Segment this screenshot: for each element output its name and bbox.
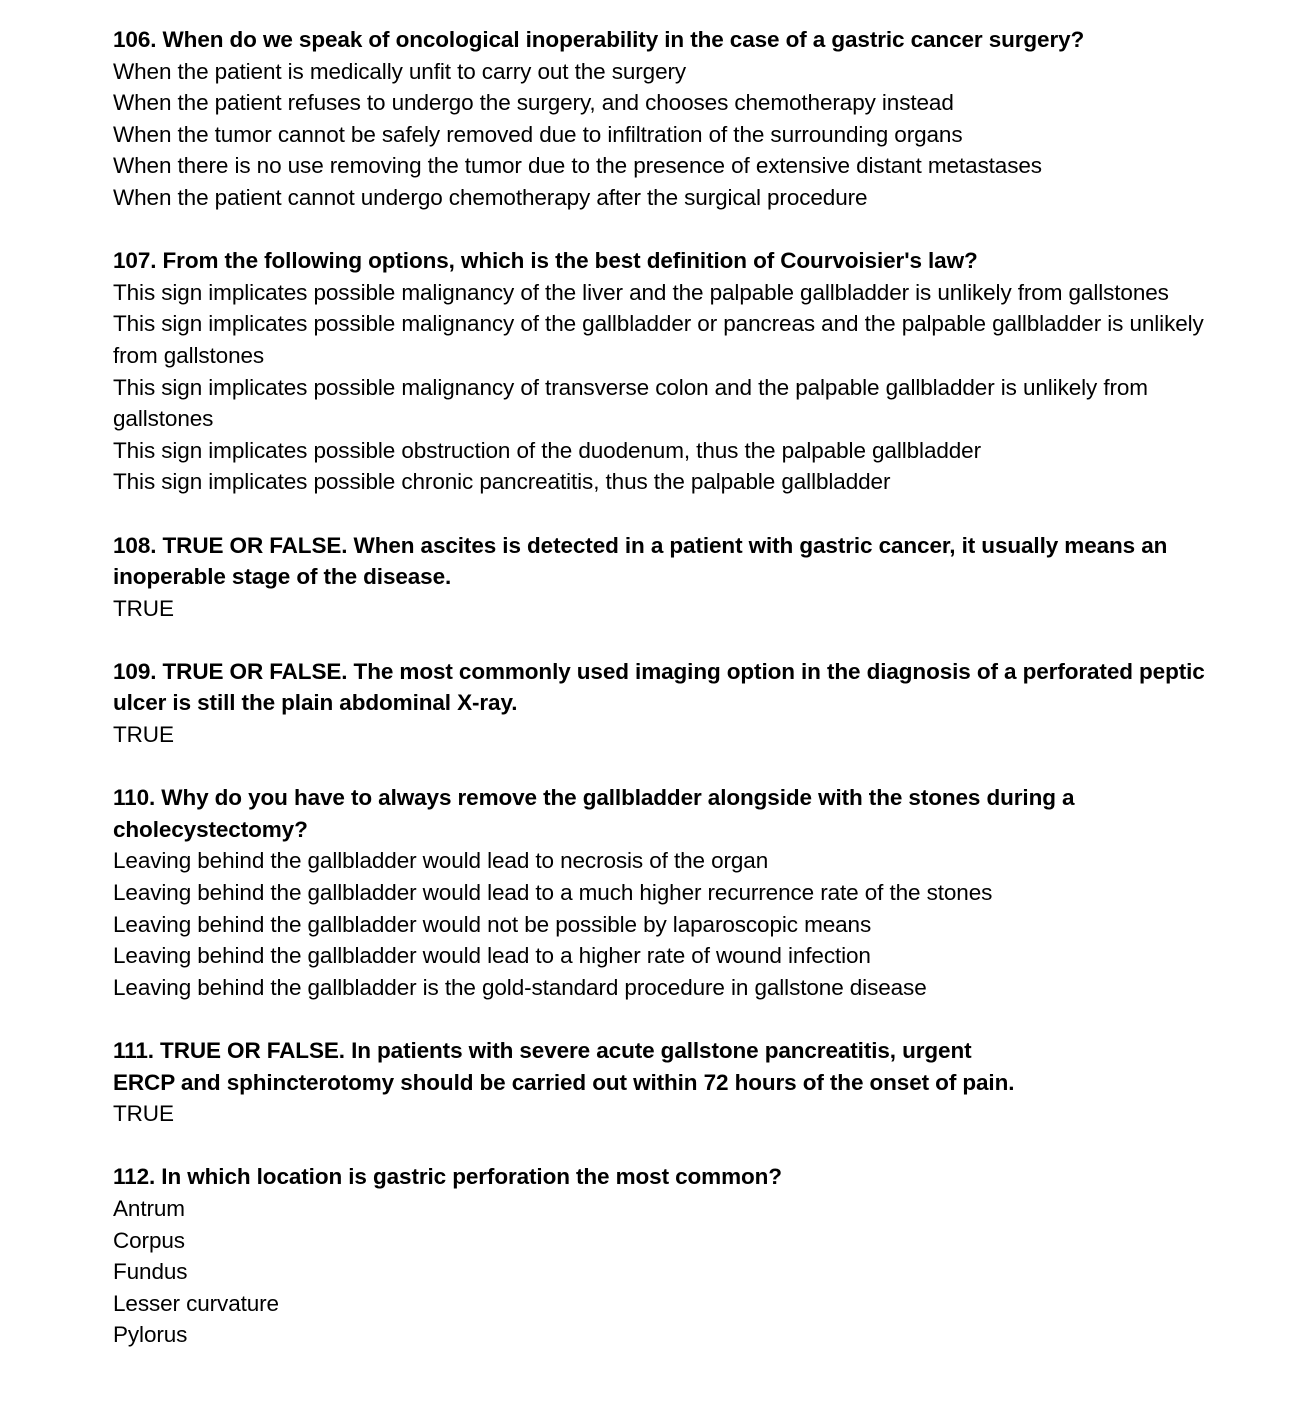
answer-option: Corpus xyxy=(113,1227,185,1253)
answer-option: When the patient cannot undergo chemotherapy after the surgical procedure xyxy=(113,184,868,210)
answer-option: When the patient refuses to undergo the surgery, and chooses chemotherapy instead xyxy=(113,90,954,116)
answer-option: Leaving behind the gallbladder would lead to a much higher recurrence rate of the stones xyxy=(113,880,993,906)
answer-option: TRUE xyxy=(113,1101,174,1127)
answer-option: TRUE xyxy=(113,722,174,748)
answer-option: Antrum xyxy=(113,1195,185,1221)
question-106 xyxy=(113,24,1223,214)
question-title: 109. TRUE OR FALSE. The most commonly used imaging option in the diagnosis of a perforated peptic ulcer is still the plain abdominal X-ray. xyxy=(113,658,1205,716)
question-title-line: ERCP and sphincterotomy should be carried out within 72 hours of the onset of pain. xyxy=(113,1069,1015,1095)
answer-option: Leaving behind the gallbladder is the gold-standard procedure in gallstone disease xyxy=(113,974,927,1000)
answer-option: TRUE xyxy=(113,595,174,621)
answer-option: Leaving behind the gallbladder would not be possible by laparoscopic means xyxy=(113,911,872,937)
answer-option: Leaving behind the gallbladder would lead to a higher rate of wound infection xyxy=(113,943,871,969)
question-109 xyxy=(113,656,1223,751)
answer-option: When the tumor cannot be safely removed due to infiltration of the surrounding organs xyxy=(113,121,963,147)
answer-option: When the patient is medically unfit to carry out the surgery xyxy=(113,58,687,84)
question-title-line: 111. TRUE OR FALSE. In patients with severe acute gallstone pancreatitis, urgent xyxy=(113,1038,972,1063)
answer-option: Lesser curvature xyxy=(113,1290,279,1316)
answer-option: This sign implicates possible malignancy of the gallbladder or pancreas and the palpable gallbladder is unlikely from gallstones xyxy=(113,311,1204,368)
question-108 xyxy=(113,530,1223,625)
question-title: 108. TRUE OR FALSE. When ascites is detected in a patient with gastric cancer, it usually means an inoperable stage of the disease. xyxy=(113,532,1168,590)
question-111 xyxy=(113,1035,1223,1130)
question-112 xyxy=(113,1161,1223,1351)
answer-option: Leaving behind the gallbladder would lead to necrosis of the organ xyxy=(113,848,769,874)
question-title: 107. From the following options, which is the best definition of Courvoisier's law? xyxy=(113,248,978,274)
answer-option: This sign implicates possible obstruction of the duodenum, thus the palpable gallbladder xyxy=(113,437,981,463)
question-title: 106. When do we speak of oncological inoperability in the case of a gastric cancer surgery? xyxy=(113,27,1085,52)
answer-option: This sign implicates possible malignancy of the liver and the palpable gallbladder is unlikely from gallstones xyxy=(113,279,1169,305)
answer-option: This sign implicates possible chronic pancreatitis, thus the palpable gallbladder xyxy=(113,469,891,495)
question-110 xyxy=(113,782,1223,1003)
answer-option: When there is no use removing the tumor due to the presence of extensive distant metastases xyxy=(113,153,1042,179)
question-title: 112. In which location is gastric perforation the most common? xyxy=(113,1164,782,1190)
answer-option: Pylorus xyxy=(113,1322,188,1348)
question-107 xyxy=(113,245,1223,498)
answer-option: Fundus xyxy=(113,1259,188,1285)
answer-option: This sign implicates possible malignancy of transverse colon and the palpable gallbladder is unlikely from gallstones xyxy=(113,374,1148,432)
document-page xyxy=(113,24,1223,1351)
question-title: 110. Why do you have to always remove the gallbladder alongside with the stones during a cholecystectomy? xyxy=(113,785,1075,842)
